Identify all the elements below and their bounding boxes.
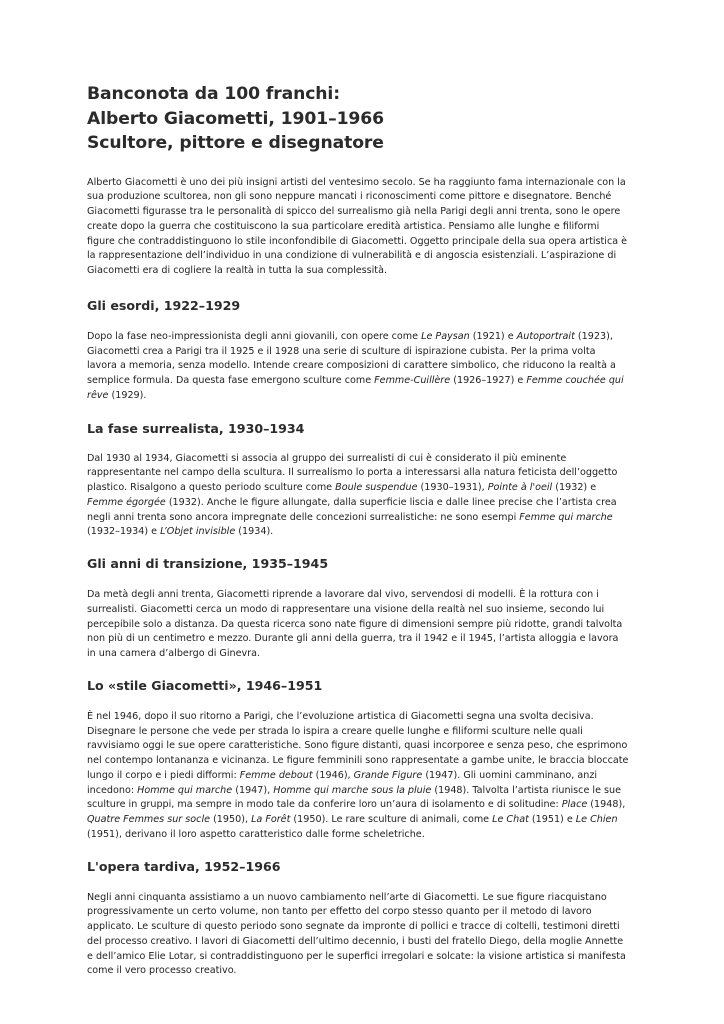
text-line	[87, 345, 639, 360]
text-run: (1951), derivano il loro aspetto caratteristico dalle forme scheletriche.	[87, 828, 425, 840]
text-line	[87, 525, 639, 540]
section-heading: Gli anni di transizione, 1935–1945	[87, 556, 329, 571]
text-run: È nel 1946, dopo il suo ritorno a Parigi, che l’evoluzione artistica di Giacometti segna una svolta decisiva.	[87, 710, 594, 722]
text-run: (1930–1931),	[417, 482, 488, 493]
text-run: surrealisti. Giacometti cerca un modo di rappresentare una visione della realtà nel suo insieme, secondo lui	[87, 603, 605, 615]
artwork-title: Grande Figure	[353, 769, 423, 781]
text-run: progressivamente un certo volume, non tanto per effetto del corpo stesso quanto per il metodo di lavoro	[87, 906, 592, 918]
section-heading: Lo «stile Giacometti», 1946–1951	[87, 677, 323, 693]
text-run: Da metà degli anni trenta, Giacometti riprende a lavorare dal vivo, servendosi di modelli. È la rottura con i	[87, 589, 599, 600]
text-line	[87, 739, 639, 754]
text-run: in una camera d’albergo di Ginevra.	[87, 648, 261, 659]
text-run: (1951) e	[528, 814, 576, 825]
text-line	[87, 389, 639, 404]
artwork-title: Homme qui marche sous la pluie	[273, 784, 432, 796]
text-run: (1948). Talvolta l’artista riunisce le sue	[431, 784, 622, 796]
artwork-title: Femme-Cuillère	[374, 375, 451, 386]
artwork-title: Femme debout	[239, 769, 313, 781]
text-run: (1932). Anche le figure allungate, dalla superficie liscia e dalle linee precise che l’artista crea	[165, 496, 617, 508]
text-run: incedono:	[87, 784, 138, 796]
text-line	[87, 828, 639, 843]
document-page	[87, 82, 639, 979]
text-line: la rappresentazione dell’individuo in una condizione di vulnerabilità e di angoscia esistenziali. L’aspirazione di	[87, 250, 617, 262]
text-line: Giacometti figurasse tra le personalità di spicco del surrealismo già nella Parigi degli anni trenta, sono le opere	[87, 206, 621, 217]
section-paragraph	[87, 452, 639, 541]
text-line	[87, 964, 639, 979]
artwork-title: rêve	[87, 389, 109, 401]
text-run: nel contempo lontananza e vicinanza. Le figure femminili sono rappresentate a gambe unite, le braccia bloccate	[87, 755, 629, 766]
artwork-title: Le Chat	[492, 814, 529, 825]
text-run: non più di un centimetro e mezzo. Durante gli anni della guerra, tra il 1942 e il 1945, l’artista alloggia e lavora	[87, 633, 619, 645]
text-line	[87, 813, 639, 828]
text-line	[87, 935, 639, 950]
text-run: lungo il corpo e i piedi difformi:	[87, 769, 240, 781]
text-line	[87, 754, 639, 769]
text-line	[87, 632, 639, 647]
artwork-title: Femme couchée qui	[526, 375, 624, 386]
text-line	[87, 496, 639, 511]
text-line	[87, 466, 639, 481]
text-run: (1947). Gli uomini camminano, anzi	[422, 769, 598, 781]
artwork-title: Boule suspendue	[335, 482, 418, 493]
text-line	[87, 710, 639, 725]
title-line: Banconota da 100 franchi:	[87, 84, 340, 104]
text-run: (1923),	[574, 330, 613, 342]
text-run: (1947),	[232, 784, 274, 796]
artwork-title: Femme égorgée	[87, 496, 166, 508]
artwork-title: Autoportrait	[516, 330, 575, 342]
intro-paragraph	[87, 176, 639, 279]
artwork-title: Pointe à l'oeil	[487, 482, 553, 493]
artwork-title: Quatre Femmes sur socle	[87, 814, 211, 825]
text-run: Dopo la fase neo-impressionista degli anni giovanili, con opere come	[87, 330, 422, 342]
text-line: figure che contraddistinguono lo stile inconfondibile di Giacometti. Oggetto principale della sua opera artistica è	[87, 235, 628, 247]
text-run: Dal 1930 al 1934, Giacometti si associa al gruppo dei surrealisti di cui è considerato il più eminente	[87, 452, 567, 464]
text-line	[87, 588, 639, 603]
text-run: (1946),	[312, 769, 354, 781]
text-line: Alberto Giacometti è uno dei più insigni artisti del ventesimo secolo. Se ha raggiunto fama internazionale con la	[87, 176, 626, 188]
text-line	[87, 950, 639, 965]
text-line	[87, 374, 639, 389]
text-line	[87, 618, 639, 633]
document-title	[87, 82, 639, 156]
text-run: applicato. Le sculture di questo periodo sono segnate da impronte di pollici e tracce di coltelli, testimoni diretti	[87, 921, 620, 932]
text-run: (1926–1927) e	[450, 375, 527, 386]
text-run: (1948),	[587, 799, 626, 811]
section-heading: Gli esordi, 1922–1929	[87, 297, 241, 313]
text-run: (1950). Le rare sculture di animali, come	[290, 814, 493, 825]
section-paragraph	[87, 588, 639, 662]
text-line	[87, 920, 639, 935]
text-line: Giacometti era di cogliere la realtà in tutta la sua complessità.	[87, 265, 387, 276]
text-line	[87, 511, 639, 526]
text-line	[87, 452, 639, 467]
text-run: (1950),	[210, 814, 252, 825]
text-line	[87, 769, 639, 784]
text-line	[87, 905, 639, 920]
text-line	[87, 725, 639, 740]
section-paragraph	[87, 330, 639, 404]
artwork-title: Place	[561, 799, 588, 811]
text-run: Disegnare le persone che vede per strada lo ispira a creare quelle lunghe e filiformi sculture nelle quali	[87, 725, 583, 737]
text-line	[87, 481, 639, 496]
artwork-title: Le Chien	[575, 814, 618, 825]
text-run: Negli anni cinquanta assistiamo a un nuovo cambiamento nell’arte di Giacometti. Le sue figure riacquistano	[87, 891, 607, 903]
artwork-title: Femme qui marche	[519, 511, 613, 523]
text-run: percepibile solo a distanza. Da questa ricerca sono nate figure di dimensioni sempre più ridotte, grandi talvolta	[87, 618, 623, 630]
text-run: (1934).	[235, 526, 274, 538]
title-line: Alberto Giacometti, 1901–1966	[87, 108, 385, 129]
section-heading: L'opera tardiva, 1952–1966	[87, 858, 281, 874]
text-line: sua produzione scultorea, non gli sono neppure mancati i riconoscimenti come pittore e disegnatore. Benché	[87, 191, 612, 203]
section-heading: La fase surrealista, 1930–1934	[87, 420, 305, 436]
text-line	[87, 603, 639, 618]
text-run: negli anni trenta sono ancora impregnate delle concezioni surrealistiche: ne sono esempi	[87, 511, 520, 523]
artwork-title: La Forêt	[251, 814, 291, 825]
text-line	[87, 891, 639, 906]
text-run: rappresentante nel campo della scultura. Il surrealismo lo porta a interessarsi alla natura feticista dell’oggetto	[87, 467, 618, 479]
text-run: (1929).	[108, 389, 147, 401]
text-run: e dell’amico Elie Lotar, si contraddistinguono per le superfici irregolari e solcate: la visione artistica si manifesta	[87, 950, 626, 962]
text-run: sculture in gruppi, ma sempre in modo tale da conferire loro un’aura di isolamento e di solitudine:	[87, 799, 562, 811]
title-line: Scultore, pittore e disegnatore	[87, 133, 384, 153]
text-line: create dopo la guerra che costituiscono la sua particolare eredità artistica. Pensiamo alle lunghe e filiformi	[87, 220, 600, 232]
text-run: plastico. Risalgono a questo periodo sculture come	[87, 482, 336, 493]
artwork-title: Le Paysan	[421, 330, 470, 342]
artwork-title: Homme qui marche	[137, 784, 233, 796]
text-run: (1921) e	[469, 330, 517, 342]
text-run: lavora a memoria, senza modello. Intende creare composizioni di carattere simbolico, che riducono la realtà a	[87, 360, 616, 372]
artwork-title: L’Objet invisible	[160, 526, 236, 538]
text-run: del processo creativo. I lavori di Giacometti dell’ultimo decennio, i busti del fratello Diego, della moglie Annette	[87, 935, 624, 947]
text-line	[87, 647, 639, 662]
section-paragraph	[87, 891, 639, 980]
text-run: ravvisiamo oggi le sue opere caratteristiche. Sono figure distanti, quasi incorporee e senza peso, che esprimono	[87, 740, 628, 752]
text-run: (1932–1934) e	[87, 526, 161, 538]
text-run: semplice formula. Da questa fase emergono sculture come	[87, 375, 375, 386]
text-run: Giacometti crea a Parigi tra il 1925 e il 1928 una serie di sculture di ispirazione cubista. Per la prima volta	[87, 345, 596, 357]
text-run: (1932) e	[552, 482, 597, 493]
section-paragraph	[87, 710, 639, 843]
text-line	[87, 784, 639, 799]
text-line	[87, 798, 639, 813]
text-run: come il vero processo creativo.	[87, 965, 237, 977]
text-line	[87, 359, 639, 374]
text-line	[87, 330, 639, 345]
